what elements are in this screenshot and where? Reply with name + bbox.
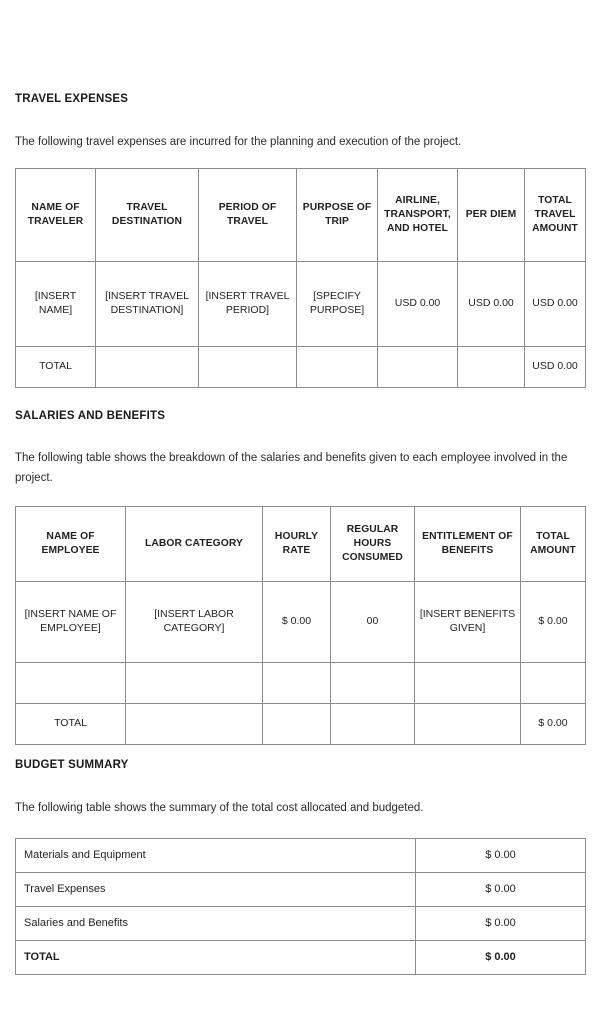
budget-summary-table: [15, 838, 586, 975]
table-total-row: [16, 941, 586, 975]
budget-summary-table-container: [15, 838, 586, 975]
col-header-total-amount: TOTAL AMOUNT: [521, 507, 586, 582]
cell-total-travel-amount[interactable]: USD 0.00: [525, 262, 586, 347]
cell-total-blank-3[interactable]: [297, 347, 378, 388]
cell-travel-expenses-value[interactable]: $ 0.00: [416, 873, 586, 907]
cell-salaries-benefits-label: Salaries and Benefits: [16, 907, 416, 941]
table-row: [16, 907, 586, 941]
cell-labor-category-blank[interactable]: [126, 663, 263, 704]
cell-total-blank-4[interactable]: [415, 704, 521, 745]
col-header-hourly-rate: HOURLY RATE: [263, 507, 331, 582]
cell-budget-total-label: TOTAL: [16, 941, 416, 975]
col-header-per-diem: PER DIEM: [458, 169, 525, 262]
cell-total-blank-1[interactable]: [126, 704, 263, 745]
table-total-row: [16, 347, 586, 388]
cell-salaries-benefits-value[interactable]: $ 0.00: [416, 907, 586, 941]
cell-total-travel-value[interactable]: USD 0.00: [525, 347, 586, 388]
table-header-row: [16, 507, 586, 582]
cell-period-of-travel[interactable]: [INSERT TRAVEL PERIOD]: [199, 262, 297, 347]
cell-regular-hours-blank[interactable]: [331, 663, 415, 704]
cell-hourly-rate-blank[interactable]: [263, 663, 331, 704]
budget-summary-heading: BUDGET SUMMARY: [15, 759, 129, 771]
col-header-entitlement-of-benefits: ENTITLEMENT OF BENEFITS: [415, 507, 521, 582]
cell-materials-equipment-value[interactable]: $ 0.00: [416, 839, 586, 873]
cell-travel-destination[interactable]: [INSERT TRAVEL DESTINATION]: [96, 262, 199, 347]
travel-expenses-heading: TRAVEL EXPENSES: [15, 93, 129, 105]
cell-travel-expenses-label: Travel Expenses: [16, 873, 416, 907]
cell-materials-equipment-label: Materials and Equipment: [16, 839, 416, 873]
col-header-regular-hours-consumed: REGULAR HOURS CONSUMED: [331, 507, 415, 582]
cell-traveler-name[interactable]: [INSERT NAME]: [16, 262, 96, 347]
table-row: [16, 839, 586, 873]
cell-employee-name-blank[interactable]: [16, 663, 126, 704]
travel-expenses-paragraph: The following travel expenses are incurred for the planning and execution of the project.: [15, 136, 462, 148]
salaries-benefits-table: [15, 506, 586, 745]
cell-total-blank-4[interactable]: [378, 347, 458, 388]
salaries-benefits-paragraph: The following table shows the breakdown of the salaries and benefits given to each employee involved in the project.: [15, 452, 568, 484]
travel-expenses-table-container: [15, 168, 586, 388]
cell-total-blank-2[interactable]: [199, 347, 297, 388]
col-header-period-of-travel: PERIOD OF TRAVEL: [199, 169, 297, 262]
cell-entitlement-of-benefits[interactable]: [INSERT BENEFITS GIVEN]: [415, 582, 521, 663]
cell-total-blank-2[interactable]: [263, 704, 331, 745]
col-header-name-of-employee: NAME OF EMPLOYEE: [16, 507, 126, 582]
cell-total-blank-3[interactable]: [331, 704, 415, 745]
col-header-travel-destination: TRAVEL DESTINATION: [96, 169, 199, 262]
cell-entitlement-blank[interactable]: [415, 663, 521, 704]
cell-total-label: TOTAL: [16, 704, 126, 745]
cell-total-blank-5[interactable]: [458, 347, 525, 388]
col-header-total-travel-amount: TOTAL TRAVEL AMOUNT: [525, 169, 586, 262]
table-row: [16, 262, 586, 347]
cell-employee-name[interactable]: [INSERT NAME OF EMPLOYEE]: [16, 582, 126, 663]
travel-expenses-table: [15, 168, 586, 388]
cell-regular-hours-consumed[interactable]: 00: [331, 582, 415, 663]
col-header-airline-transport-hotel: AIRLINE, TRANSPORT, AND HOTEL: [378, 169, 458, 262]
cell-budget-total-value[interactable]: $ 0.00: [416, 941, 586, 975]
cell-total-label: TOTAL: [16, 347, 96, 388]
cell-total-amount[interactable]: $ 0.00: [521, 582, 586, 663]
cell-per-diem[interactable]: USD 0.00: [458, 262, 525, 347]
table-row: [16, 873, 586, 907]
salaries-benefits-table-container: [15, 506, 586, 745]
table-header-row: [16, 169, 586, 262]
budget-summary-paragraph: The following table shows the summary of the total cost allocated and budgeted.: [15, 802, 424, 814]
cell-purpose-of-trip[interactable]: [SPECIFY PURPOSE]: [297, 262, 378, 347]
cell-total-amount-blank[interactable]: [521, 663, 586, 704]
cell-labor-category[interactable]: [INSERT LABOR CATEGORY]: [126, 582, 263, 663]
col-header-labor-category: LABOR CATEGORY: [126, 507, 263, 582]
col-header-purpose-of-trip: PURPOSE OF TRIP: [297, 169, 378, 262]
cell-airline-transport-hotel[interactable]: USD 0.00: [378, 262, 458, 347]
salaries-benefits-heading: SALARIES AND BENEFITS: [15, 410, 166, 422]
cell-total-amount-value[interactable]: $ 0.00: [521, 704, 586, 745]
col-header-name-of-traveler: NAME OF TRAVELER: [16, 169, 96, 262]
cell-hourly-rate[interactable]: $ 0.00: [263, 582, 331, 663]
cell-total-blank-1[interactable]: [96, 347, 199, 388]
table-row: [16, 582, 586, 663]
table-row: [16, 663, 586, 704]
table-total-row: [16, 704, 586, 745]
